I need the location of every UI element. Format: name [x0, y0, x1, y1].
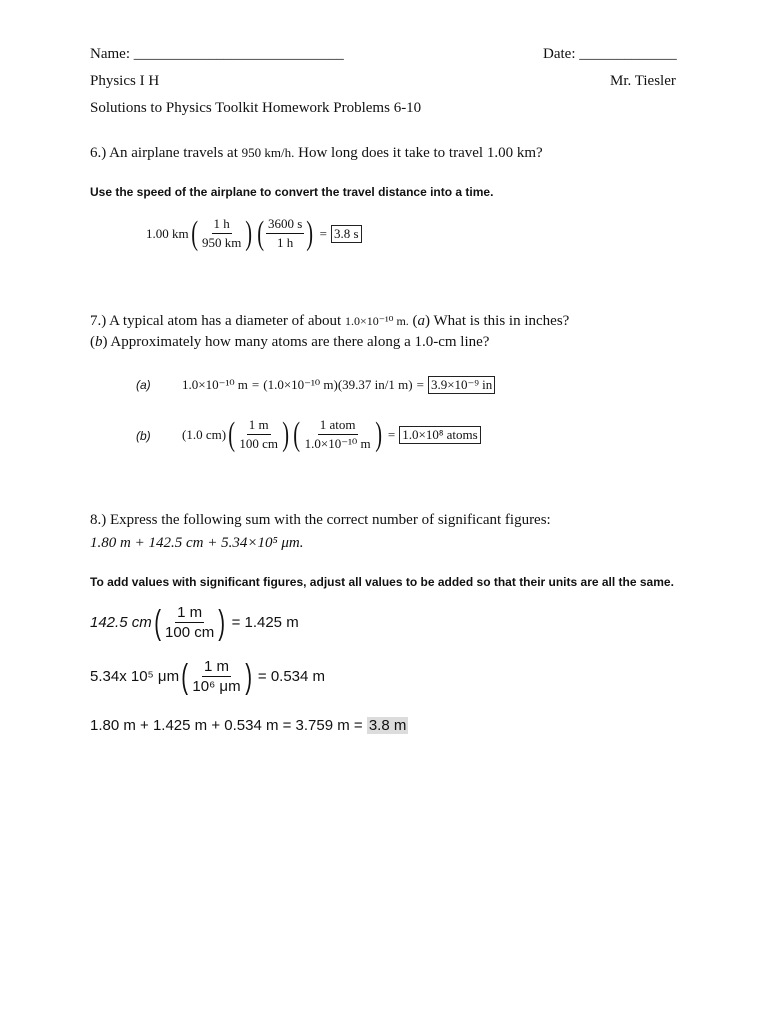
- problem-7b-equation: [182, 417, 481, 452]
- part-a-letter: a: [417, 313, 426, 329]
- equals-sign: =: [416, 377, 424, 392]
- conversion-start: 5.34x 10⁵ μm: [90, 668, 180, 685]
- part-b-letter: b: [95, 334, 103, 350]
- problem-7a-left: 1.0×10⁻¹⁰ m: [182, 377, 248, 392]
- fraction-denominator: 10⁶ μm: [192, 678, 241, 695]
- problem-6-hint: Use the speed of the airplane to convert the travel distance into a time.: [90, 185, 494, 199]
- problem-8-final-sum: [90, 717, 408, 734]
- conversion-result: = 1.425 m: [231, 614, 299, 631]
- conversion-fraction: [190, 658, 242, 695]
- problem-7-line2-post: ) Approximately how many atoms are there along a 1.0-cm line?: [102, 334, 490, 350]
- problem-7a-answer: 3.9×10⁻⁹ in: [428, 376, 495, 394]
- fraction-numerator: 3600 s: [266, 216, 304, 234]
- problem-7a-equation: [182, 376, 495, 394]
- teacher-name: Mr. Tiesler: [610, 73, 676, 89]
- problem-8-conversion-1: [90, 604, 299, 641]
- conversion-result: = 0.534 m: [257, 668, 326, 685]
- problem-7-line2-pre: (: [90, 334, 95, 350]
- course-name: Physics I H: [90, 73, 160, 89]
- problem-7-text-a: 7.) A typical atom has a diameter of about: [90, 313, 345, 329]
- close-paren: ): [374, 415, 382, 453]
- open-paren: (: [181, 657, 189, 696]
- page-title: Solutions to Physics Toolkit Homework Problems 6-10: [90, 100, 422, 116]
- close-paren: ): [218, 603, 226, 642]
- problem-7-question-line-1: [90, 313, 569, 330]
- fraction-numerator: 1 m: [247, 417, 271, 435]
- close-paren: ): [245, 214, 253, 252]
- problem-7a-middle: (1.0×10⁻¹⁰ m)(39.37 in/1 m): [263, 377, 413, 392]
- problem-8-conversion-2: [90, 658, 325, 695]
- fraction-numerator: 1 m: [203, 658, 229, 675]
- problem-6-text-b: How long does it take to travel 1.00 km?: [294, 145, 543, 161]
- problem-6-start-value: 1.00 km: [146, 225, 189, 241]
- problem-8-hint: To add values with significant figures, adjust all values to be added so that their units are all the same.: [90, 575, 674, 589]
- open-paren: (: [293, 415, 301, 453]
- fraction-denominator: 100 cm: [165, 624, 215, 641]
- problem-8-question: 8.) Express the following sum with the correct number of significant figures:: [90, 512, 551, 528]
- fraction-denominator: 1.0×10⁻¹⁰ m: [304, 436, 371, 451]
- problem-6-answer: 3.8 s: [331, 225, 362, 243]
- problem-7b-fraction-2: [303, 417, 373, 452]
- date-field-label: Date: _____________: [543, 46, 677, 62]
- problem-7b-answer: 1.0×10⁸ atoms: [399, 426, 480, 444]
- open-paren: (: [256, 214, 264, 252]
- problem-6-text-a: 6.) An airplane travels at: [90, 145, 242, 161]
- close-paren: ): [244, 657, 252, 696]
- equals-sign: =: [251, 377, 260, 392]
- fraction-denominator: 100 cm: [239, 436, 279, 451]
- fraction-denominator: 950 km: [201, 235, 242, 250]
- fraction-numerator: 1 h: [212, 216, 232, 234]
- problem-7-text-b-post: ) What is this in inches?: [425, 313, 570, 329]
- part-b-label: (b): [136, 429, 151, 443]
- conversion-fraction: [163, 604, 216, 641]
- atom-diameter: 1.0×10⁻¹⁰ m.: [344, 314, 409, 328]
- fraction-denominator: 1 h: [277, 235, 294, 250]
- open-paren: (: [190, 214, 198, 252]
- equals-sign: =: [319, 225, 327, 241]
- fraction-numerator: 1 atom: [318, 417, 358, 435]
- problem-6-speed: 950 km/h.: [241, 145, 295, 160]
- equals-sign: =: [387, 426, 396, 442]
- problem-6-equation: [146, 216, 362, 251]
- conversion-start: 142.5 cm: [90, 614, 152, 631]
- close-paren: ): [282, 415, 290, 453]
- open-paren: (: [153, 603, 161, 642]
- problem-7b-start: (1.0 cm): [182, 426, 227, 442]
- part-a-label: (a): [136, 378, 151, 392]
- open-paren: (: [228, 415, 236, 453]
- fraction-numerator: 1 m: [177, 604, 203, 621]
- sum-expression: 1.80 m + 1.425 m + 0.534 m = 3.759 m =: [90, 717, 367, 734]
- problem-6-fraction-1: [200, 216, 243, 251]
- name-field-label: Name: ____________________________: [90, 46, 344, 62]
- problem-8-sum-expression: 1.80 m + 142.5 cm + 5.34×10⁵ μm.: [90, 535, 304, 551]
- problem-6-question: [90, 145, 543, 162]
- close-paren: ): [306, 214, 314, 252]
- problem-6-fraction-2: [266, 216, 304, 251]
- problem-7-question-line-2: [90, 334, 489, 351]
- problem-7-text-b-pre: (: [408, 313, 418, 329]
- problem-7b-fraction-1: [237, 417, 280, 452]
- problem-8-answer: 3.8 m: [368, 717, 407, 734]
